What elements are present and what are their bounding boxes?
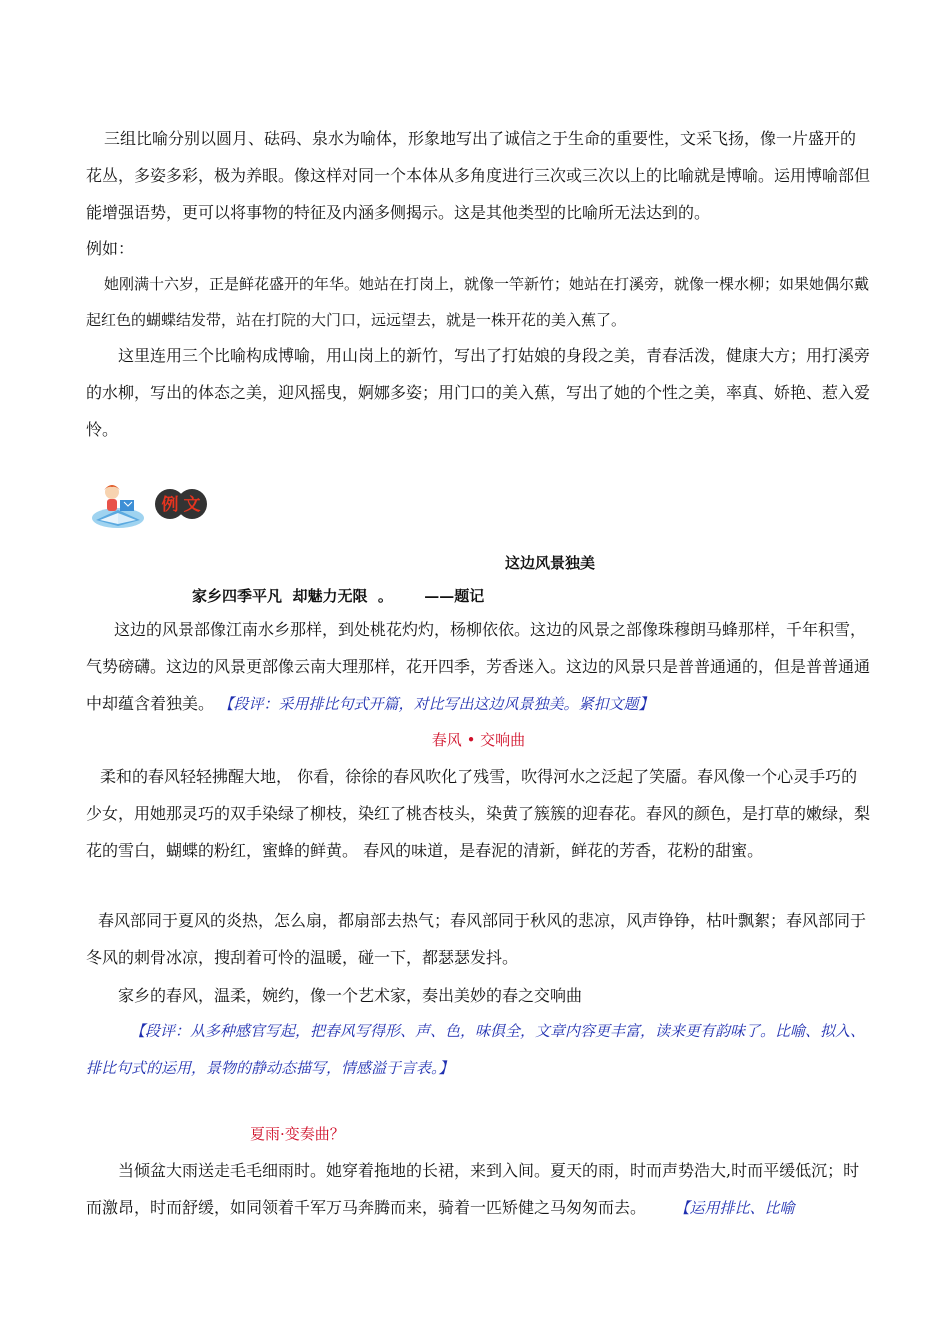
essay-title: 这边风景独美 [505, 554, 596, 572]
intro-paragraph: 三组比喻分别以圆月、砝码、泉水为喻体，形象地写出了诚信之于生命的重要性，文采飞扬，像一片盛开的花丛，多姿多彩，极为养眼。像这样对同一个本体从多角度进行三次或三次以上的比喻就是博喻。运用博喻部但能增强语势，更可以将事物的特征及内涵多侧揭示。这是其他类型的比喻所无法达到的。 [86, 129, 871, 222]
section-1-paragraph-2: 春风部同于夏风的炎热，怎么扇，都扇部去热气；春风部同于秋风的悲凉，风声铮铮，枯叶飘絮；春风部同于冬风的刺骨冰凉，搜刮着可怜的温暖，碰一下，都瑟瑟发抖。 [86, 911, 867, 967]
section-1-title: 春风 • 交响曲 [431, 731, 526, 749]
section-2-paragraph-1 [86, 1152, 871, 1226]
analysis-paragraph: 这里连用三个比喻构成博喻，用山岗上的新竹，写出了打姑娘的身段之美，青春活泼，健康大方；用打溪旁的水柳，写出的体态之美，迎风摇曳，婀娜多姿；用门口的美入蕉，写出了她的个性之美，率真、娇艳、惹入爱怜。 [86, 346, 871, 439]
reading-child-icon [90, 480, 220, 530]
badge-char-2: 文 [183, 495, 201, 515]
example-essay-badge [90, 480, 220, 530]
essay-epigraph: 家乡四季平凡 却魅力无限 。 ——题记 [192, 587, 485, 605]
badge-char-1: 例 [161, 495, 179, 515]
section-1-paragraph-1: 柔和的春风轻轻拂醒大地， 你看，徐徐的春风吹化了残雪，吹得河水之泛起了笑靥。春风像一个心灵手巧的少女，用她那灵巧的双手染绿了柳枝，染红了桃杏枝头，染黄了簇簇的迎春花。春风的颜色，是打草的嫩绿，梨花的雪白，蝴蝶的粉红，蜜蜂的鲜黄。 春风的味道，是春泥的清新，鲜花的芳香，花粉的甜蜜。 [86, 767, 871, 860]
example-label: 例如： [86, 239, 135, 258]
comment-2: 【段评：从多种感官写起，把春风写得形、声、色，味俱全，文章内容更丰富，读来更有韵味了。比喻、拟入、排比句式的运用，景物的静动态描写，情感溢于言表。】 [86, 1022, 866, 1077]
section-2-title: 夏雨·变奏曲？ [250, 1125, 345, 1143]
comment-3: 【运用排比、比喻 [682, 1199, 795, 1217]
essay-paragraph-1-text: 这边的风景部像江南水乡那样，到处桃花灼灼，杨柳依依。这边的风景之部像珠穆朗马蜂那样，千年积雪，气势磅礴。这边的风景更部像云南大理那样，花开四季，芳香迷入。这边的风景只是普普通通的，但是普普通通中却蕴含着独美。 [86, 620, 871, 713]
comment-1: 【段评：采用排比句式开篇，对比写出这边风景独美。紧扣文题】 [226, 695, 654, 713]
essay-paragraph-1 [86, 611, 871, 722]
example-text: 她刚满十六岁，正是鲜花盛开的年华。她站在打岗上，就像一竿新竹；她站在打溪旁，就像一棵水柳；如果她偶尔戴起红色的蝴蝶结发带，站在打院的大门口，远远望去，就是一株开花的美入蕉了。 [86, 275, 870, 329]
section-1-paragraph-3: 家乡的春风，温柔，婉约，像一个艺术家，奏出美妙的春之交响曲 [118, 986, 583, 1005]
section-2-paragraph-1-text: 当倾盆大雨送走毛毛细雨时。她穿着拖地的长裙，来到入间。夏天的雨，时而声势浩大,时而平缓低沉；时而激昂，时而舒缓，如同领着千军万马奔腾而来，骑着一匹矫健之马匆匆而去。 [86, 1161, 860, 1217]
